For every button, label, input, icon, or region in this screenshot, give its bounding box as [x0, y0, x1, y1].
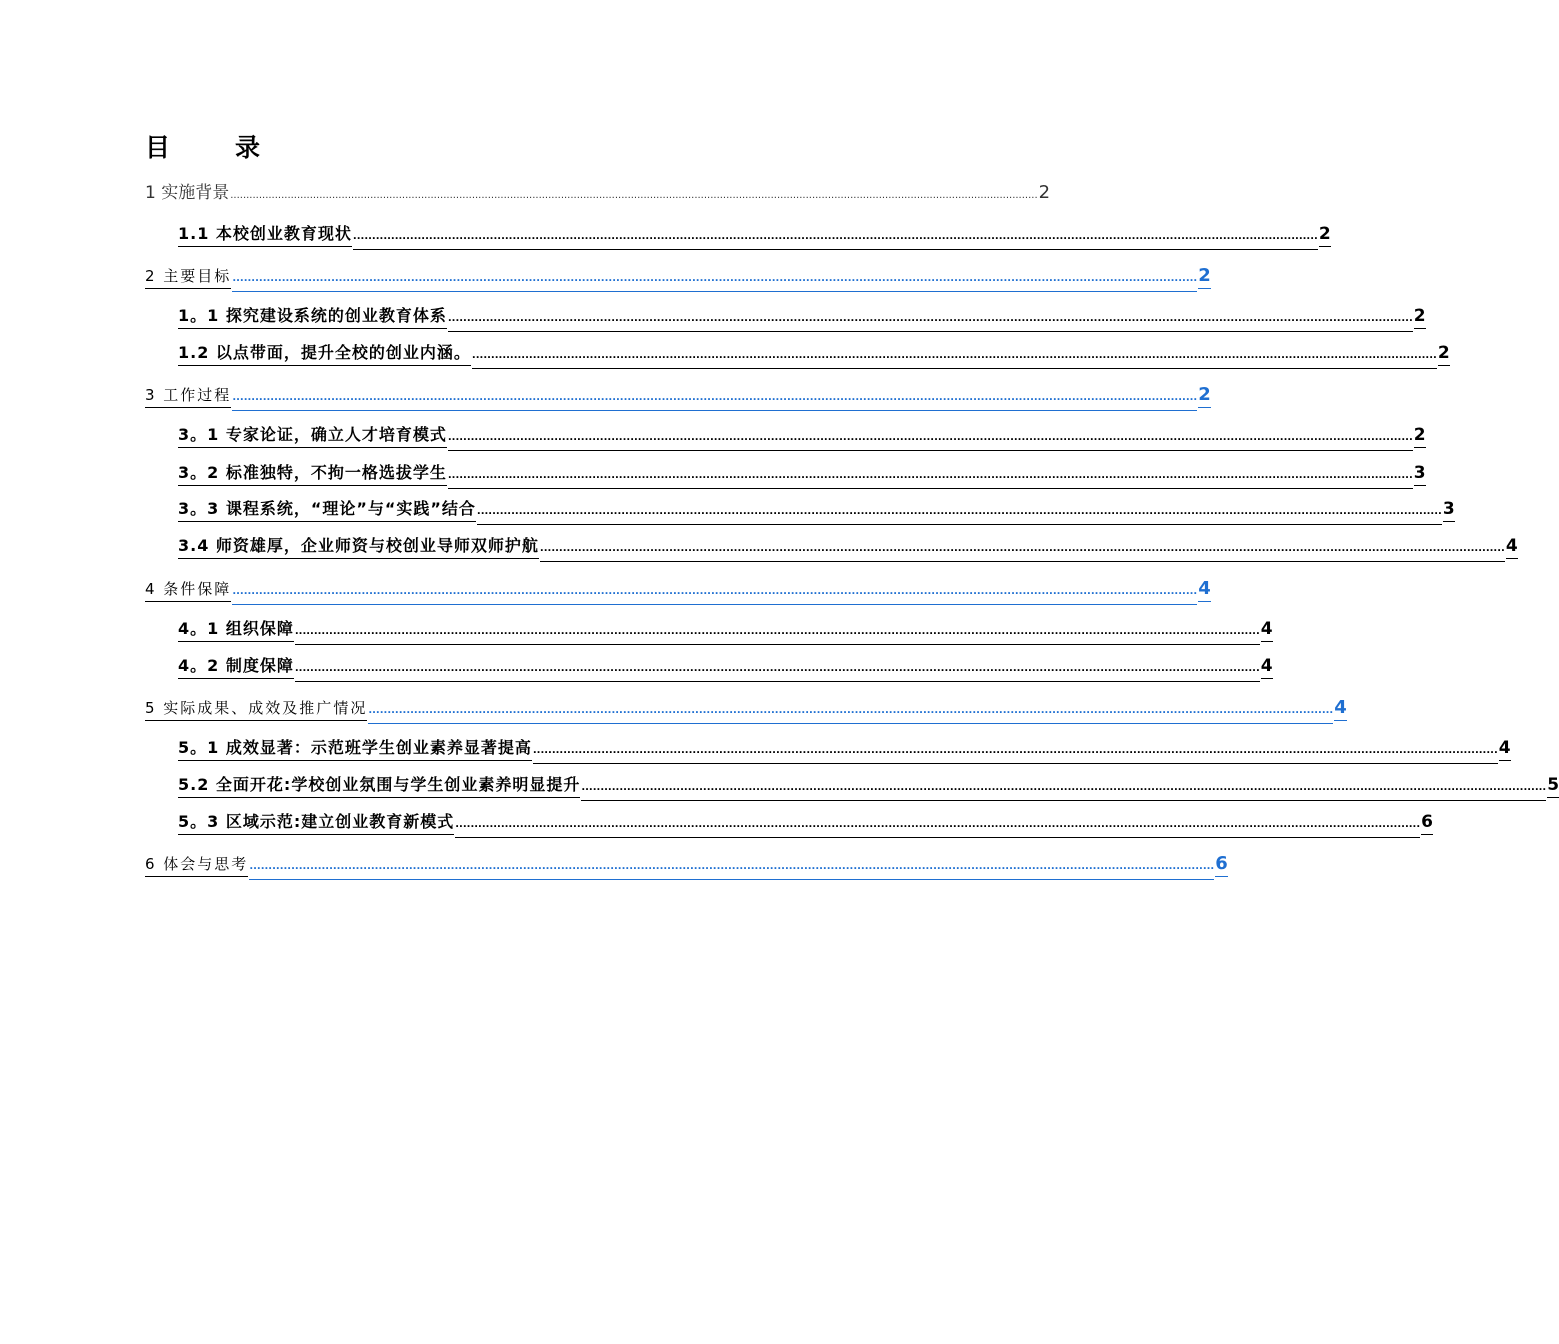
- toc-page-number: 4: [1506, 534, 1518, 559]
- toc-entry-subsection-2-2[interactable]: [178, 341, 1450, 365]
- toc-entry-label: 3 工作过程: [145, 383, 231, 408]
- toc-page-number: 4: [1261, 654, 1273, 679]
- toc-entry-subsection-2-1[interactable]: [178, 304, 1426, 328]
- toc-leader: ..............................................................................................................................................................................................................................................................: [232, 267, 1197, 292]
- toc-page-number: 6: [1215, 852, 1228, 877]
- toc-entry-subsection-4-2[interactable]: [178, 654, 1273, 678]
- toc-leader: ..............................................................................................................................................................................................................................................................: [540, 537, 1505, 562]
- toc-page-number: 2: [1198, 264, 1211, 289]
- toc-page-number: 5: [1547, 773, 1559, 798]
- toc-entry-label: 3。2 标准独特，不拘一格选拔学生: [178, 461, 447, 486]
- toc-entry-subsection-4-1[interactable]: [178, 617, 1273, 641]
- toc-entry-section-3[interactable]: [145, 383, 1211, 407]
- toc-entry-section-6[interactable]: [145, 852, 1228, 876]
- toc-page-number: 4: [1261, 617, 1273, 642]
- toc-entry-label: 1。1 探究建设系统的创业教育体系: [178, 304, 447, 329]
- toc-entry-subsection-3-2[interactable]: [178, 461, 1426, 485]
- toc-entry-label: 5.2 全面开花:学校创业氛围与学生创业素养明显提升: [178, 773, 580, 798]
- toc-leader: ..............................................................................................................................................................................................................................................................: [477, 500, 1442, 525]
- toc-page-number: 2: [1319, 222, 1331, 247]
- toc-leader: ..............................................................................................................................................................................................................................................................: [472, 344, 1437, 369]
- toc-leader: ..............................................................................................................................................................................................................................................................: [232, 386, 1197, 411]
- toc-entry-subsection-1-1[interactable]: [178, 222, 1331, 246]
- toc-page-number: 4: [1499, 736, 1511, 761]
- toc-leader: ..............................................................................................................................................................................................................................................................: [295, 657, 1260, 682]
- toc-entry-subsection-5-1[interactable]: [178, 736, 1511, 760]
- toc-entry-label: 3。3 课程系统，“理论”与“实践”结合: [178, 497, 476, 522]
- toc-entry-label: 4 条件保障: [145, 577, 231, 602]
- toc-leader: ..............................................................................................................................................................................................................................................................: [368, 699, 1333, 724]
- toc-leader: ..............................................................................................................................................................................................................................................................: [230, 190, 1038, 201]
- toc-entry-section-1[interactable]: [145, 181, 1051, 205]
- toc-leader: ..............................................................................................................................................................................................................................................................: [581, 776, 1546, 801]
- toc-page-number: 3: [1414, 461, 1426, 486]
- toc-entry-label: 6 体会与思考: [145, 852, 248, 877]
- toc-leader: ..............................................................................................................................................................................................................................................................: [249, 855, 1214, 880]
- toc-page-number: 2: [1414, 423, 1426, 448]
- toc-entry-label: 4。1 组织保障: [178, 617, 294, 642]
- toc-title: 目 录: [145, 133, 281, 162]
- toc-entry-section-2[interactable]: [145, 264, 1211, 288]
- toc-entry-subsection-3-3[interactable]: [178, 497, 1455, 521]
- toc-entry-subsection-5-3[interactable]: [178, 810, 1433, 834]
- toc-page-number: 2: [1414, 304, 1426, 329]
- toc-leader: ..............................................................................................................................................................................................................................................................: [448, 464, 1413, 489]
- toc-page-number: 4: [1334, 696, 1347, 721]
- toc-entry-subsection-3-4[interactable]: [178, 534, 1518, 558]
- toc-page-number: 6: [1421, 810, 1433, 835]
- toc-entry-label: 1.2 以点带面，提升全校的创业内涵。: [178, 341, 471, 366]
- toc-leader: ..............................................................................................................................................................................................................................................................: [232, 580, 1197, 605]
- toc-entry-label: 4。2 制度保障: [178, 654, 294, 679]
- toc-entry-label: 5。1 成效显著：示范班学生创业素养显著提高: [178, 736, 532, 761]
- toc-page-number: 4: [1198, 577, 1211, 602]
- toc-page-number: 3: [1443, 497, 1455, 522]
- toc-leader: ..............................................................................................................................................................................................................................................................: [448, 307, 1413, 332]
- toc-page-number: 2: [1198, 383, 1211, 408]
- toc-leader: ..............................................................................................................................................................................................................................................................: [448, 426, 1413, 451]
- toc-entry-section-5[interactable]: [145, 696, 1347, 720]
- toc-entry-section-4[interactable]: [145, 577, 1211, 601]
- toc-entry-label: 5 实际成果、成效及推广情况: [145, 696, 367, 721]
- toc-entry-label: 5。3 区域示范:建立创业教育新模式: [178, 810, 454, 835]
- toc-entry-label: 2 主要目标: [145, 264, 231, 289]
- toc-page-number: 2: [1038, 182, 1051, 203]
- toc-page-number: 2: [1438, 341, 1450, 366]
- toc-leader: ..............................................................................................................................................................................................................................................................: [533, 739, 1498, 764]
- toc-entry-subsection-5-2[interactable]: [178, 773, 1559, 797]
- toc-leader: ..............................................................................................................................................................................................................................................................: [295, 620, 1260, 645]
- toc-entry-subsection-3-1[interactable]: [178, 423, 1426, 447]
- toc-leader: ..............................................................................................................................................................................................................................................................: [455, 813, 1420, 838]
- toc-entry-label: 1.1 本校创业教育现状: [178, 222, 352, 247]
- toc-entry-label: 3。1 专家论证，确立人才培育模式: [178, 423, 447, 448]
- toc-leader: ..............................................................................................................................................................................................................................................................: [353, 225, 1318, 250]
- toc-entry-label: 3.4 师资雄厚，企业师资与校创业导师双师护航: [178, 534, 539, 559]
- toc-entry-label: 1 实施背景: [145, 183, 230, 203]
